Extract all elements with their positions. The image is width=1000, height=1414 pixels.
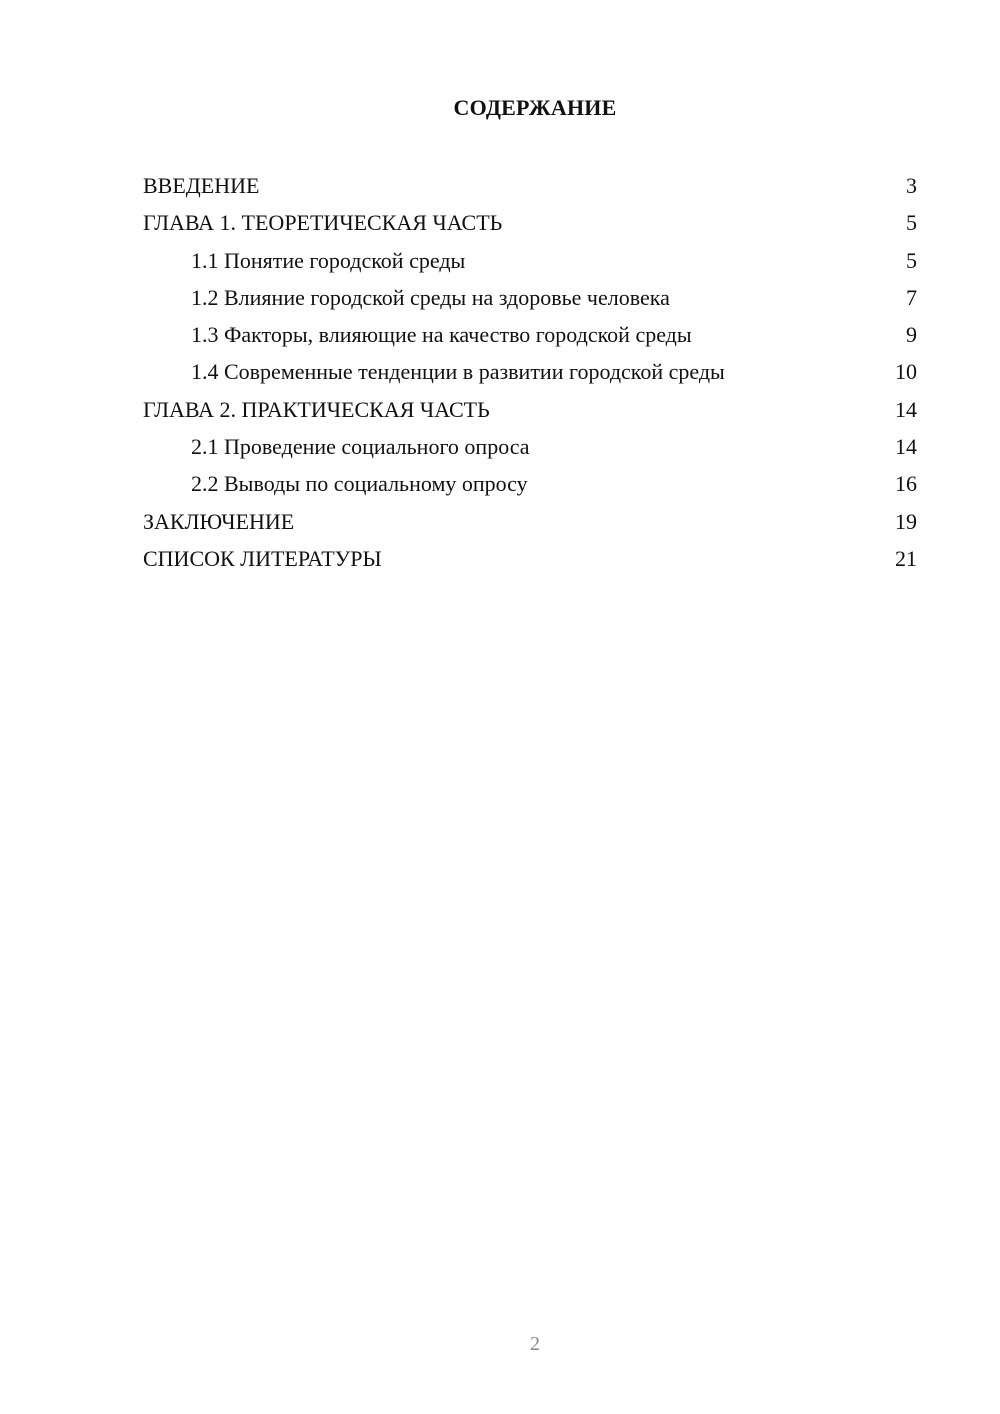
- toc-item-page: 9: [906, 322, 917, 348]
- toc-item-label: 2.2 Выводы по социальному опросу: [191, 471, 528, 497]
- toc-item-page: 16: [895, 471, 917, 497]
- toc-item-references[interactable]: [143, 540, 917, 577]
- toc-item-page: 21: [895, 545, 917, 571]
- toc-item-section-2-1[interactable]: [143, 428, 917, 465]
- toc-item-page: 19: [895, 508, 917, 534]
- toc-item-label: 1.4 Современные тенденции в развитии городской среды: [191, 359, 725, 385]
- toc-item-introduction[interactable]: [143, 167, 917, 204]
- toc-item-label: СПИСОК ЛИТЕРАТУРЫ: [143, 545, 382, 571]
- toc-item-label: 1.1 Понятие городской среды: [191, 247, 466, 273]
- toc-item-section-1-1[interactable]: [143, 242, 917, 279]
- toc-item-section-1-2[interactable]: [143, 279, 917, 316]
- toc-item-label: 1.2 Влияние городской среды на здоровье человека: [191, 284, 670, 310]
- toc-item-section-2-2[interactable]: [143, 465, 917, 502]
- toc-item-chapter-1[interactable]: [143, 204, 917, 241]
- toc-item-label: 2.1 Проведение социального опроса: [191, 434, 530, 460]
- toc-item-page: 14: [895, 396, 917, 422]
- toc-item-label: 1.3 Факторы, влияющие на качество городской среды: [191, 322, 692, 348]
- toc-item-page: 5: [906, 247, 917, 273]
- toc-item-section-1-4[interactable]: [143, 353, 917, 390]
- toc-item-label: ГЛАВА 1. ТЕОРЕТИЧЕСКАЯ ЧАСТЬ: [143, 210, 503, 236]
- toc-item-chapter-2[interactable]: [143, 391, 917, 428]
- toc-item-page: 5: [906, 210, 917, 236]
- toc-item-page: 10: [895, 359, 917, 385]
- toc-item-label: ВВЕДЕНИЕ: [143, 173, 260, 198]
- toc-item-conclusion[interactable]: [143, 503, 917, 540]
- toc-item-section-1-3[interactable]: [143, 316, 917, 353]
- page-number: 2: [530, 1333, 540, 1355]
- toc-item-label: ЗАКЛЮЧЕНИЕ: [143, 508, 295, 534]
- toc-item-page: 7: [906, 284, 917, 310]
- toc-item-label: ГЛАВА 2. ПРАКТИЧЕСКАЯ ЧАСТЬ: [143, 396, 490, 422]
- toc-item-page: 3: [906, 173, 917, 198]
- page-title: СОДЕРЖАНИЕ: [453, 95, 617, 120]
- toc-item-page: 14: [895, 434, 917, 460]
- table-of-contents: [143, 167, 917, 577]
